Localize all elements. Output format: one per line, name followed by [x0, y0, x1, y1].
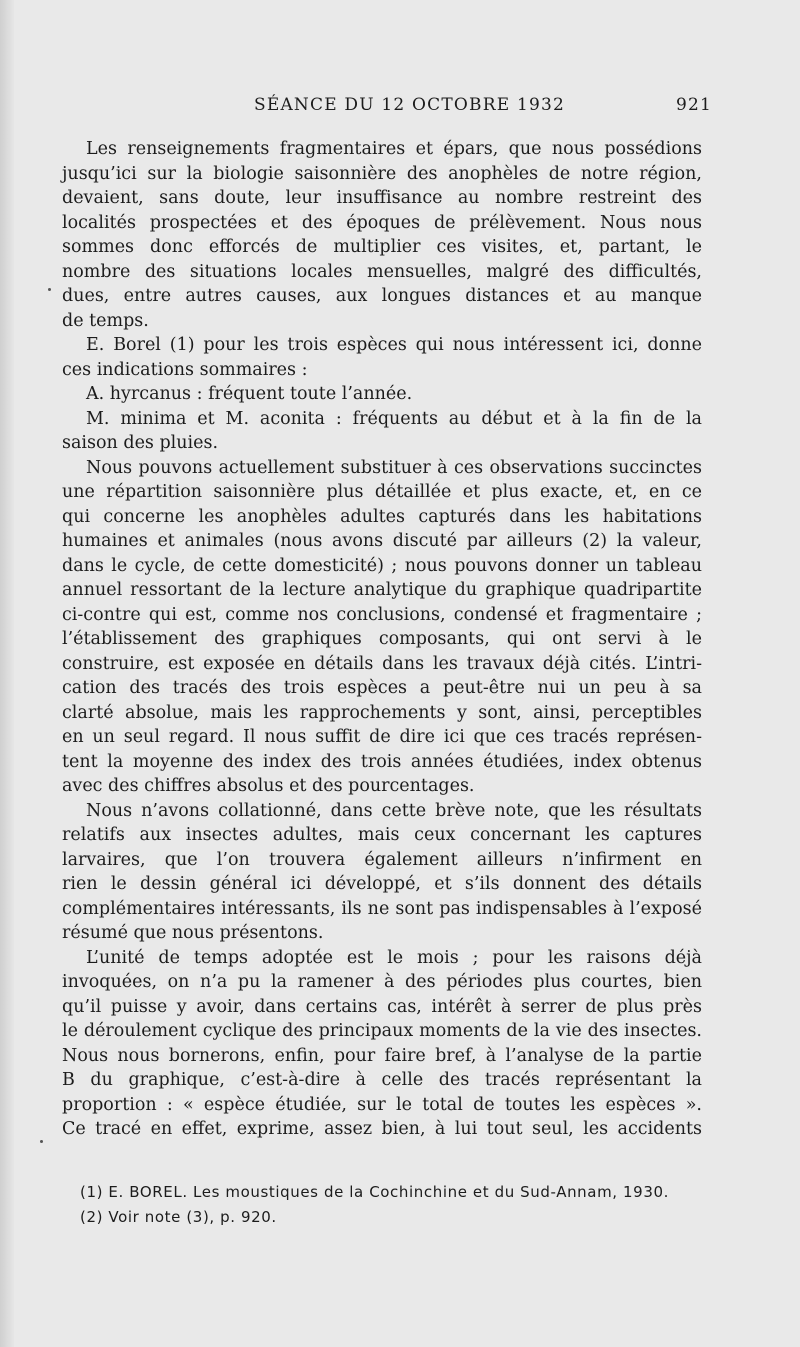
text-line: sommes donc efforcés de multiplier ces visites, et, partant, le	[62, 237, 702, 257]
text-line: Nous n’avons collationné, dans cette brève note, que les résultats	[86, 800, 702, 821]
text-line: ci-contre qui est, comme nos conclusions, condensé et fragmentaire ;	[62, 604, 702, 625]
text-line: rien le dessin général ici développé, et s’ils donnent des détails	[62, 874, 702, 894]
text-line: complémentaires intéressants, ils ne sont pas indispensables à l’exposé	[62, 898, 702, 919]
footnote: (2) Voir note (3), p. 920.	[80, 1208, 277, 1226]
text-line: Nous pouvons actuellement substituer à ces observations succinctes	[86, 457, 702, 478]
running-header	[62, 95, 712, 121]
text-line: cation des tracés des trois espèces a peut-être nui un peu à sa	[62, 678, 702, 698]
text-line: l’établissement des graphiques composants, qui ont servi à le	[62, 629, 702, 649]
text-line: qui concerne les anophèles adultes capturés dans les habitations	[62, 506, 702, 527]
text-line: saison des pluies.	[62, 433, 219, 453]
text-line: jusqu’ici sur la biologie saisonnière des anophèles de notre région,	[62, 163, 702, 184]
text-line: larvaires, que l’on trouvera également ailleurs n’infirment en	[62, 849, 702, 870]
text-line: relatifs aux insectes adultes, mais ceux concernant les captures	[62, 825, 702, 845]
page-edge-shadow	[0, 0, 14, 1347]
text-line: ces indications sommaires :	[62, 359, 308, 380]
text-line: dues, entre autres causes, aux longues distances et au manque	[62, 286, 702, 306]
text-line: E. Borel (1) pour les trois espèces qui nous intéressent ici, donne	[86, 335, 702, 355]
text-line: Les renseignements fragmentaires et épars, que nous possédions	[86, 139, 702, 159]
footnotes	[80, 1180, 705, 1230]
text-line: M. minima et M. aconita : fréquents au début et à la fin de la	[86, 408, 702, 429]
paper-speck	[48, 288, 51, 291]
text-line: invoquées, on n’a pu la ramener à des périodes plus courtes, bien	[62, 972, 702, 992]
paper-speck	[40, 1140, 43, 1143]
text-line: en un seul regard. Il nous suffit de dire ici que ces tracés représen-	[62, 727, 702, 747]
page-number: 921	[675, 95, 712, 115]
text-line: annuel ressortant de la lecture analytique du graphique quadripartite	[62, 580, 702, 600]
text-line: dans le cycle, de cette domesticité) ; nous pouvons donner un tableau	[62, 555, 702, 576]
text-line: avec des chiffres absolus et des pourcentages.	[62, 776, 475, 796]
text-line: Ce tracé en effet, exprime, assez bien, à lui tout seul, les accidents	[62, 1119, 702, 1139]
text-line: tent la moyenne des index des trois années étudiées, index obtenus	[62, 751, 702, 772]
text-line: localités prospectées et des époques de prélèvement. Nous nous	[62, 212, 702, 233]
text-line: humaines et animales (nous avons discuté par ailleurs (2) la valeur,	[62, 531, 702, 551]
text-line: Nous nous bornerons, enfin, pour faire bref, à l’analyse de la partie	[62, 1045, 702, 1066]
body-text	[62, 137, 702, 1142]
text-line: construire, est exposée en détails dans les travaux déjà cités. L’intri-	[62, 653, 702, 674]
text-line: qu’il puisse y avoir, dans certains cas, intérêt à serrer de plus près	[62, 996, 702, 1017]
text-line: résumé que nous présentons.	[62, 923, 324, 943]
text-line: devaient, sans doute, leur insuffisance au nombre restreint des	[62, 188, 702, 208]
text-line: proportion : « espèce étudiée, sur le total de toutes les espèces ».	[62, 1094, 702, 1115]
footnote: (1) E. BOREL. Les moustiques de la Cochinchine et du Sud-Annam, 1930.	[80, 1183, 669, 1201]
text-line: clarté absolue, mais les rapprochements y sont, ainsi, perceptibles	[62, 702, 702, 723]
text-line: L’unité de temps adoptée est le mois ; pour les raisons déjà	[86, 947, 702, 968]
text-line: nombre des situations locales mensuelles, malgré des difficultés,	[62, 261, 702, 282]
text-line: une répartition saisonnière plus détaillée et plus exacte, et, en ce	[62, 482, 702, 502]
text-line: le déroulement cyclique des principaux moments de la vie des insectes.	[62, 1021, 702, 1041]
header-title: SÉANCE DU 12 OCTOBRE 1932	[254, 95, 566, 115]
text-line: B du graphique, c’est-à-dire à celle des tracés représentant la	[62, 1070, 702, 1090]
text-line: A. hyrcanus : fréquent toute l’année.	[86, 384, 413, 404]
text-line: de temps.	[62, 310, 149, 331]
